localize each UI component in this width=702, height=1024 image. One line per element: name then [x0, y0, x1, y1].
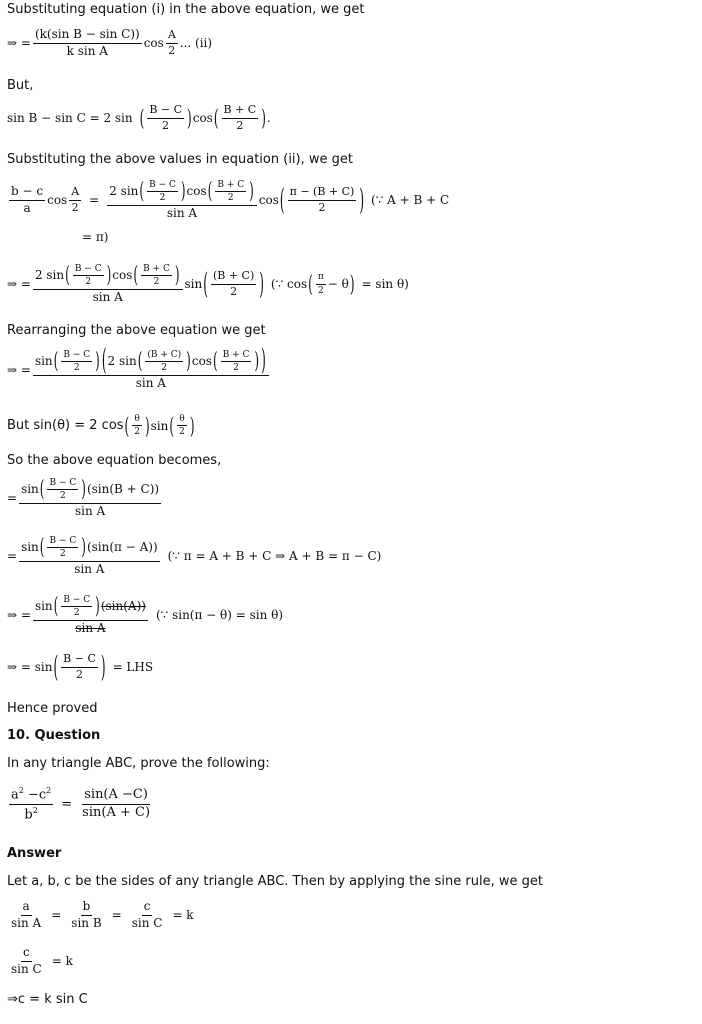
fraction	[130, 900, 165, 931]
implies: ⇒ =	[7, 36, 31, 51]
numerator	[9, 786, 53, 805]
cancelled-term: (sin(A))	[100, 598, 146, 613]
denominator: 2	[317, 285, 324, 296]
equals-k: = k	[51, 954, 73, 969]
equals: =	[51, 908, 62, 923]
denominator: 2	[134, 427, 140, 438]
final-line: ⇒c = k sin C	[7, 992, 88, 1007]
note: = sin θ)	[361, 277, 409, 292]
big-fraction	[33, 591, 148, 635]
sum-to-product-identity: sin B − sin C = 2 sin ( $\frac{B - C}{2}$ ) cos ( $\frac{B + C}{2}$ ) .	[7, 103, 271, 132]
denominator	[22, 805, 39, 823]
fraction	[61, 653, 98, 681]
denominator: a	[23, 200, 31, 215]
implies-sin: ⇒ = sin	[7, 660, 53, 675]
equation-c-continued: = π)	[82, 230, 109, 244]
big-fraction	[19, 532, 160, 576]
equals: =	[7, 549, 18, 564]
equation-d: ⇒ = 2 sin ( $\frac{B - C}{2}$ ) cos ( $\frac{B + C}{2}$ ) sin A sin ( $\frac{(B + C)}{2}$ ) (∵ cos ( $\frac{\pi}{2}$ − θ ) = sin θ)	[7, 260, 409, 304]
equation-h	[7, 532, 382, 576]
text: But sin(θ) = 2 cos	[7, 418, 124, 434]
fraction	[9, 786, 53, 824]
equation-e	[7, 342, 271, 390]
cos-text: cos	[143, 36, 164, 51]
fraction	[215, 180, 246, 204]
intro-text: Substituting equation (i) in the above equation, we get	[7, 2, 365, 17]
fraction	[141, 264, 172, 288]
sine-rule-text: Let a, b, c be the sides of any triangle ABC. Then by applying the sine rule, we get	[7, 874, 543, 889]
fraction	[47, 478, 78, 502]
fraction	[288, 186, 357, 214]
denominator: 2	[153, 277, 160, 288]
denominator: sin(A + C)	[82, 805, 151, 821]
exponent: 2	[46, 786, 52, 795]
numerator: B − C	[147, 104, 184, 119]
numerator: A	[166, 29, 178, 44]
fraction	[145, 350, 183, 374]
numerator: sin ( $\frac{B - C}{2}$ ) ( 2 sin ( $\frac{(B + C)}{2}$ ) cos ( $\frac{B + C}{2}$ ) )	[33, 350, 269, 376]
cancelled-denominator: sin A	[75, 620, 106, 635]
exponent: 2	[32, 806, 38, 816]
implies: ⇒ =	[7, 608, 31, 623]
denominator: 2	[76, 667, 84, 681]
numerator: sin ( $\frac{B - C}{2}$ ) (sin(B + C))	[19, 478, 161, 504]
becomes-text: So the above equation becomes,	[7, 453, 222, 468]
cos-text: cos	[112, 267, 133, 282]
c-over-sinc-equation	[7, 946, 73, 977]
period: .	[266, 111, 271, 126]
question-text: In any triangle ABC, prove the following:	[7, 756, 270, 771]
term: (sin(B + C))	[86, 481, 160, 496]
denominator: sin A	[92, 289, 123, 304]
sin-text: 2 sin	[109, 183, 139, 198]
numerator: 2 sin ( $\frac{B - C}{2}$ ) cos ( $\frac{B + C}{2}$ )	[107, 180, 257, 206]
numerator: B − C	[147, 180, 178, 192]
numerator: sin ( $\frac{B - C}{2}$ ) (sin(A))	[33, 595, 148, 621]
denominator: 2	[60, 549, 66, 560]
denominator: sin A	[74, 503, 106, 518]
equation-ii	[7, 28, 212, 59]
big-fraction	[33, 342, 269, 390]
substitute-text: Substituting the above values in equation (ii), we get	[7, 152, 353, 167]
note: (∵ sin(π − θ) = sin θ)	[155, 608, 284, 623]
numerator: π − (B + C)	[288, 186, 357, 201]
sin-text: sin	[34, 353, 53, 368]
fraction	[222, 104, 259, 132]
equation-j: ⇒ = sin ( $\frac{B - C}{2}$ ) = LHS	[7, 650, 154, 684]
note: (∵ cos	[270, 277, 308, 292]
fraction	[177, 414, 187, 438]
fraction	[69, 900, 103, 931]
hence-proved: Hence proved	[7, 701, 98, 716]
numerator: a	[21, 900, 32, 916]
implies: ⇒ =	[7, 363, 31, 378]
fraction	[9, 900, 43, 931]
numerator: (B + C)	[211, 270, 256, 285]
denominator: 2	[85, 277, 92, 288]
fraction	[33, 28, 142, 59]
equation-tag: ... (ii)	[179, 36, 213, 51]
term: (sin(π − A))	[86, 539, 158, 554]
numerator: c	[142, 900, 153, 916]
numerator: θ	[132, 414, 141, 426]
numerator: b − c	[9, 185, 45, 201]
var-b: b	[24, 807, 33, 823]
denominator: 2	[71, 200, 79, 214]
answer-heading: Answer	[7, 846, 62, 861]
equals: =	[111, 908, 122, 923]
denominator: 2	[162, 118, 170, 132]
denominator: 2	[233, 363, 239, 374]
identity-lhs: sin B − sin C = 2 sin	[7, 111, 133, 126]
fraction	[80, 788, 152, 821]
numerator: B − C	[47, 478, 78, 490]
equation-i	[7, 591, 284, 635]
denominator: sin A	[135, 375, 166, 390]
fraction	[132, 414, 142, 438]
but-text: But,	[7, 78, 34, 93]
numerator: B − C	[61, 595, 92, 607]
cos-text: cos	[258, 193, 279, 208]
equation-c: $\frac{b - c}{a}$ cos $\frac{A}{2}$ = 2 sin ( $\frac{B - C}{2}$ ) cos ( $\frac{B + C}{2}$ ) sin A cos ( $\frac{\pi - (B + C)}{2}$ ) (∵ A + B + C	[11, 176, 450, 220]
cos-text: cos	[192, 111, 213, 126]
denominator: 2	[230, 284, 238, 298]
cos-text: cos	[186, 183, 207, 198]
question-heading: 10. Question	[7, 728, 101, 743]
numerator: B − C	[73, 264, 104, 276]
sine-rule-equation	[7, 900, 194, 931]
denominator: 2	[236, 118, 244, 132]
big-fraction	[107, 176, 257, 220]
var-a: a	[11, 787, 19, 803]
sin-text: 2 sin	[34, 267, 65, 282]
equals-k: = k	[172, 908, 194, 923]
lhs: = LHS	[112, 660, 154, 675]
fraction	[147, 104, 184, 132]
fraction	[47, 536, 78, 560]
fraction	[147, 180, 178, 204]
exponent: 2	[18, 786, 24, 795]
fraction	[61, 595, 92, 619]
numerator: sin(A −C)	[82, 788, 150, 805]
denominator: 2	[60, 491, 66, 502]
numerator: 2 sin ( $\frac{B - C}{2}$ ) cos ( $\frac{B + C}{2}$ )	[33, 264, 183, 290]
fraction	[69, 186, 81, 214]
numerator: (B + C)	[145, 350, 183, 362]
sin-text: sin	[150, 418, 169, 433]
sin-text: sin	[34, 598, 53, 613]
numerator: B + C	[141, 264, 172, 276]
note: (∵ π = A + B + C ⇒ A + B = π − C)	[167, 549, 382, 564]
denominator: 2	[227, 193, 234, 204]
equals: =	[7, 491, 18, 506]
question-equation	[7, 786, 154, 824]
rearrange-text: Rearranging the above equation we get	[7, 323, 266, 338]
fraction	[61, 350, 92, 374]
denominator: 2	[159, 193, 166, 204]
denominator: 2	[168, 43, 176, 57]
fraction	[166, 29, 178, 57]
fraction	[221, 350, 252, 374]
denominator: sin C	[11, 961, 42, 976]
sin-text: sin	[21, 539, 39, 554]
sin-text: sin	[184, 277, 203, 292]
numerator: b	[81, 900, 93, 916]
numerator: θ	[177, 414, 186, 426]
fraction	[9, 946, 44, 977]
numerator: B + C	[215, 180, 246, 192]
numerator: (k(sin B − sin C))	[33, 28, 142, 44]
fraction	[73, 264, 104, 288]
numerator: A	[69, 186, 81, 201]
numerator: B + C	[222, 104, 259, 119]
numerator: B − C	[47, 536, 78, 548]
note: (∵ A + B + C	[371, 193, 450, 208]
note: − θ	[327, 277, 349, 292]
equation-f: But sin(θ) = 2 cos ( $\frac{\theta}{2}$ ) sin ( $\frac{\theta}{2}$ )	[7, 412, 195, 440]
denominator: sin B	[71, 915, 102, 930]
denominator: k sin A	[66, 43, 108, 58]
numerator: B + C	[221, 350, 252, 362]
denominator: sin A	[11, 915, 42, 930]
fraction	[316, 272, 326, 296]
denominator: sin C	[131, 915, 163, 930]
sin-text: 2 sin	[107, 353, 137, 368]
denominator: 2	[161, 363, 168, 374]
big-fraction	[33, 260, 183, 304]
numerator: π	[316, 272, 326, 284]
cos-text: cos	[47, 193, 68, 208]
cos-text: cos	[191, 353, 212, 368]
denominator: 2	[73, 363, 80, 374]
numerator: B − C	[61, 653, 98, 668]
denominator: 2	[73, 608, 80, 619]
implies: ⇒ =	[7, 277, 31, 292]
equals: =	[89, 193, 100, 208]
numerator: B − C	[61, 350, 92, 362]
sin-text: sin	[21, 481, 39, 496]
numerator: sin ( $\frac{B - C}{2}$ ) (sin(π − A))	[19, 536, 160, 562]
fraction	[9, 185, 45, 216]
denominator: 2	[318, 200, 326, 214]
numerator: c	[21, 946, 32, 962]
fraction	[211, 270, 256, 298]
denominator: 2	[179, 427, 185, 438]
denominator: sin A	[74, 561, 105, 576]
denominator: sin A	[166, 205, 198, 220]
equals: =	[61, 797, 73, 813]
equation-g	[7, 474, 163, 518]
big-fraction	[19, 474, 161, 518]
minus-c: −c	[23, 787, 47, 803]
